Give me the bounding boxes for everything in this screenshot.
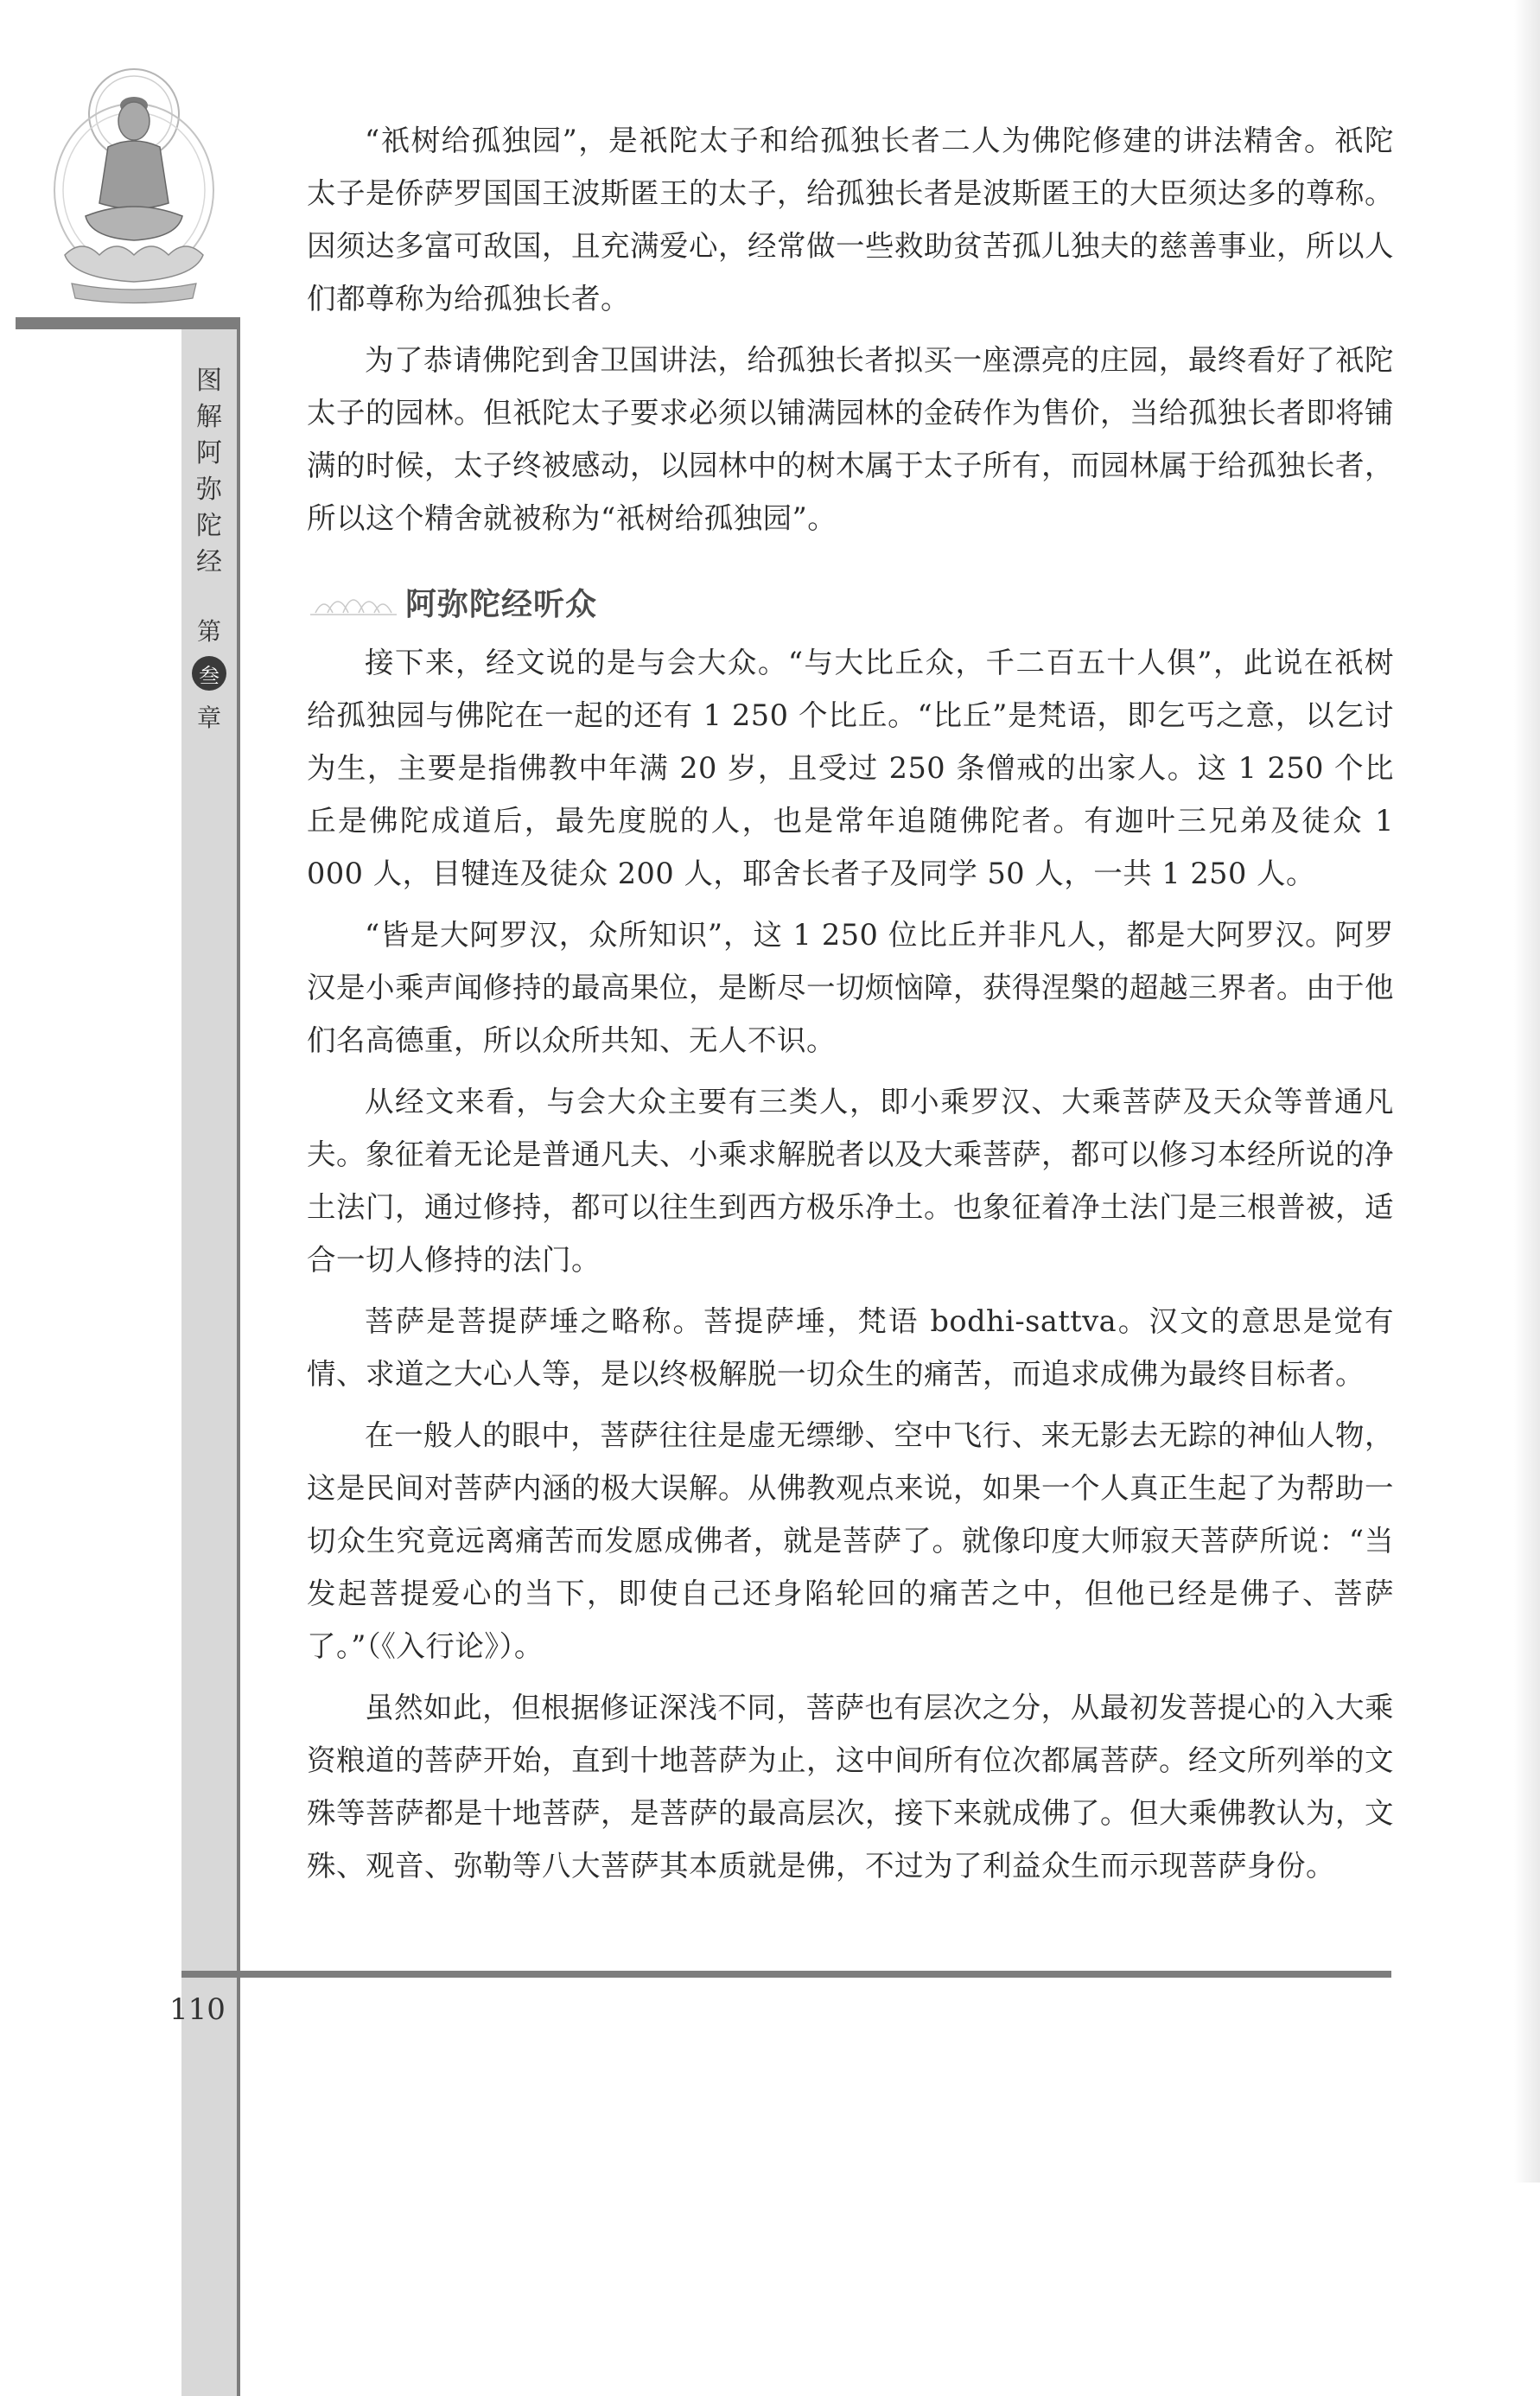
chapter-number-badge: 叁: [192, 656, 226, 691]
paragraph: 为了恭请佛陀到舍卫国讲法，给孤独长者拟买一座漂亮的庄园，最终看好了祇陀太子的园林。但祇陀太子要求必须以铺满园林的金砖作为售价，当给孤独长者即将铺满的时候，太子终被感动，以园林中的树木属于太子所有，而园林属于给孤独长者，所以这个精舍就被称为“祇树给孤独园”。: [307, 343, 1394, 535]
section-heading: [307, 576, 1394, 633]
paragraph: 菩萨是菩提萨埵之略称。菩提萨埵，梵语 bodhi-sattva。汉文的意思是觉有情、求道之大心人等，是以终极解脱一切众生的痛苦，而追求成佛为最终目标者。: [307, 1304, 1394, 1391]
buddha-icon: [48, 52, 220, 311]
paragraph: 虽然如此，但根据修证深浅不同，菩萨也有层次之分，从最初发菩提心的入大乘资粮道的菩萨开始，直到十地菩萨为止，这中间所有位次都属菩萨。经文所列举的文殊等菩萨都是十地菩萨，是菩萨的最高层次，接下来就成佛了。但大乘佛教认为，文殊、观音、弥勒等八大菩萨其本质就是佛，不过为了利益众生而示现菩萨身份。: [307, 1691, 1394, 1883]
sidebar-title-char: 阿: [196, 438, 222, 468]
sidebar-book-title: [181, 363, 237, 581]
page-edge-shadow: [1514, 0, 1540, 2183]
page-number: 110: [169, 1992, 226, 2027]
sidebar-chapter-label: [181, 609, 237, 737]
paragraph: 接下来，经文说的是与会大众。“与大比丘众，千二百五十人俱”，此说在祇树给孤独园与佛陀在一起的还有 1 250 个比丘。“比丘”是梵语，即乞丐之意，以乞讨为生，主要是指佛教中年满 20 岁，且受过 250 条僧戒的出家人。这 1 250 个比丘是佛陀成道后，最先度脱的人，也是常年追随佛陀者。有迦叶三兄弟及徒众 1 000 人，目犍连及徒众 200 人，耶舍长者子及同学 50 人，一共 1 250 人。: [307, 646, 1394, 890]
bottom-rule: [181, 1971, 1391, 1978]
sidebar-title-char: 经: [196, 547, 222, 577]
paragraph: “皆是大阿罗汉，众所知识”，这 1 250 位比丘并非凡人，都是大阿罗汉。阿罗汉是小乘声闻修持的最高果位，是断尽一切烦恼障，获得涅槃的超越三界者。由于他们名高德重，所以众所共知、无人不识。: [307, 918, 1394, 1057]
sidebar-title-char: 弥: [196, 475, 222, 505]
lotus-decoration-icon: [307, 587, 400, 621]
sidebar-title-char: 陀: [196, 511, 222, 541]
chapter-prefix: 第: [196, 617, 221, 646]
paragraph: 在一般人的眼中，菩萨往往是虚无缥缈、空中飞行、来无影去无踪的神仙人物，这是民间对菩萨内涵的极大误解。从佛教观点来说，如果一个人真正生起了为帮助一切众生究竟远离痛苦而发愿成佛者，就是菩萨了。就像印度大师寂天菩萨所说：“当发起菩提爱心的当下，即使自己还身陷轮回的痛苦之中，但他已经是佛子、菩萨了。”（《入行论》）。: [307, 1418, 1394, 1663]
paragraph: 从经文来看，与会大众主要有三类人，即小乘罗汉、大乘菩萨及天众等普通凡夫。象征着无论是普通凡夫、小乘求解脱者以及大乘菩萨，都可以修习本经所说的净土法门，通过修持，都可以往生到西方极乐净土。也象征着净土法门是三根普被，适合一切人修持的法门。: [307, 1085, 1394, 1277]
sidebar-title-char: 解: [196, 402, 222, 432]
main-text: [307, 114, 1394, 1901]
sidebar-top-rule: [16, 317, 240, 329]
section-title: 阿弥陀经听众: [405, 586, 598, 622]
paragraph: “祇树给孤独园”，是祇陀太子和给孤独长者二人为佛陀修建的讲法精舍。祇陀太子是侨萨罗国国王波斯匿王的太子，给孤独长者是波斯匿王的大臣须达多的尊称。因须达多富可敌国，且充满爱心，经常做一些救助贫苦孤儿独夫的慈善事业，所以人们都尊称为给孤独长者。: [307, 124, 1394, 315]
sidebar-title-char: 图: [196, 366, 222, 396]
chapter-suffix: 章: [196, 704, 221, 732]
